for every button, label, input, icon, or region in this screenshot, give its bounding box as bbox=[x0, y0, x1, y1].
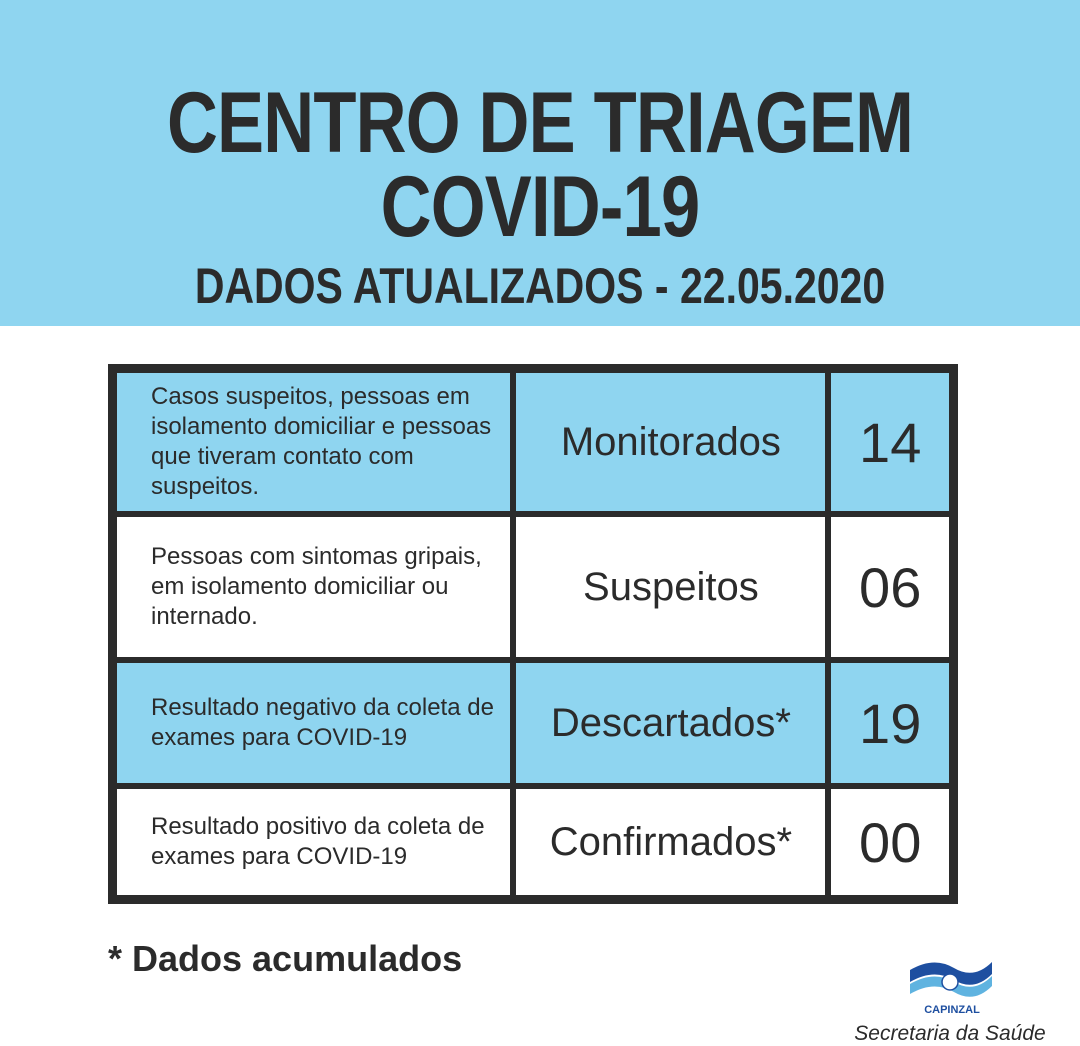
data-table bbox=[108, 364, 958, 904]
row-value: 14 bbox=[828, 370, 952, 514]
footnote: * Dados acumulados bbox=[108, 938, 463, 979]
row-category: Monitorados bbox=[513, 370, 828, 514]
subtitle-date: DADOS ATUALIZADOS - 22.05.2020 bbox=[194, 258, 886, 314]
row-description: Resultado positivo da coleta de exames para COVID-19 bbox=[114, 786, 513, 898]
logo-name: CAPINZAL bbox=[924, 1004, 980, 1016]
row-value: 19 bbox=[828, 660, 952, 786]
row-value: 06 bbox=[828, 514, 952, 660]
row-description: Resultado negativo da coleta de exames para COVID-19 bbox=[114, 660, 513, 786]
title-line-2: COVID-19 bbox=[380, 159, 700, 255]
title-line-1: CENTRO DE TRIAGEM bbox=[166, 75, 914, 171]
row-description: Pessoas com sintomas gripais, em isolamento domiciliar ou internado. bbox=[114, 514, 513, 660]
row-value: 00 bbox=[828, 786, 952, 898]
header-banner bbox=[0, 0, 1080, 326]
table-row bbox=[114, 660, 952, 786]
table-row bbox=[114, 514, 952, 660]
row-category: Confirmados* bbox=[513, 786, 828, 898]
table-row bbox=[114, 786, 952, 898]
row-category: Descartados* bbox=[513, 660, 828, 786]
table-row bbox=[114, 370, 952, 514]
row-description: Casos suspeitos, pessoas em isolamento domiciliar e pessoas que tiveram contato com suspeitos. bbox=[114, 370, 513, 514]
row-category: Suspeitos bbox=[513, 514, 828, 660]
department-name: Secretaria da Saúde bbox=[854, 1022, 1046, 1045]
